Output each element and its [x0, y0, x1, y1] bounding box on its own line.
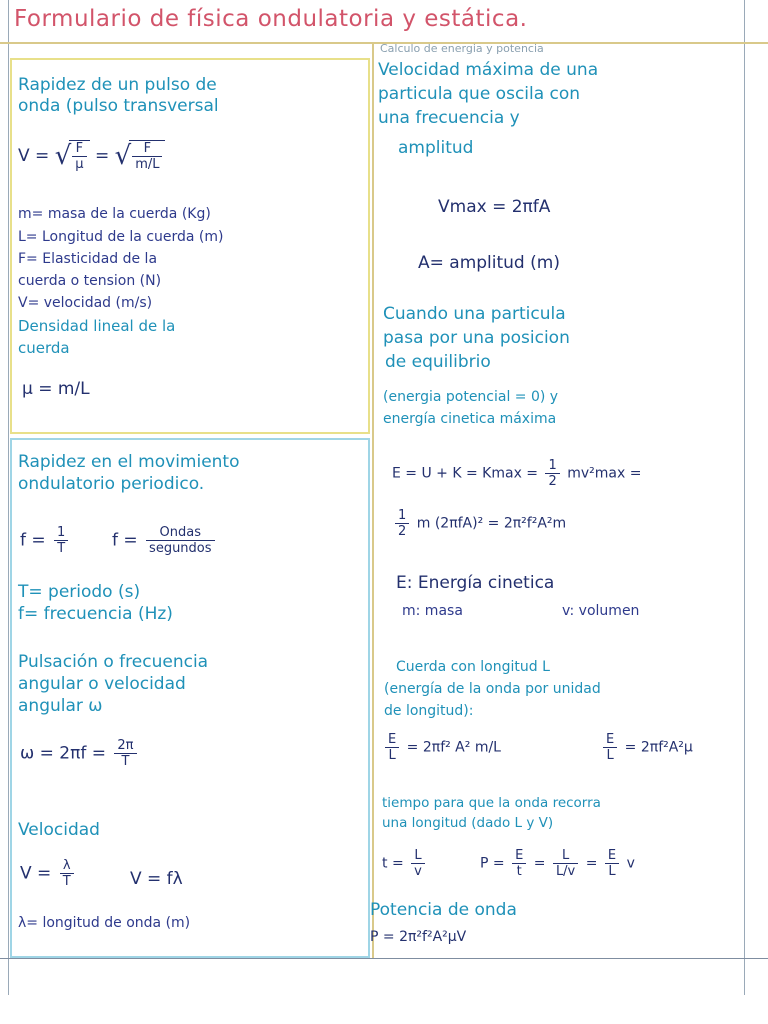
half-num: 1 — [545, 458, 559, 474]
density-equation: μ = m/L — [22, 379, 90, 399]
right-column-divider — [372, 44, 374, 958]
cuando-line2: pasa por una posicion — [383, 328, 570, 348]
t-num: L — [411, 848, 425, 864]
frequency-equation — [20, 525, 71, 556]
el2-den: L — [606, 748, 614, 763]
energy-per-length-equation-1 — [382, 732, 501, 763]
energy-equation-1 — [392, 458, 641, 489]
f-lhs: f = — [20, 530, 46, 551]
power-heading: Potencia de onda — [370, 900, 517, 920]
p-lhs: P = — [480, 855, 505, 872]
vmax-line4: amplitud — [398, 138, 474, 158]
p-eq2: = — [585, 855, 598, 872]
frequency-waves-equation — [112, 525, 218, 556]
energy-eq2-a: m (2πfA)² = 2π²f²A²m — [416, 515, 567, 532]
half-num-2: 1 — [395, 508, 409, 524]
cuerda-line1: Cuerda con longitud L — [396, 659, 550, 675]
pulse-speed-equation — [18, 140, 165, 172]
frac-f: F — [72, 141, 86, 157]
vmax-line3: una frecuencia y — [378, 108, 520, 128]
density-line1: Densidad lineal de la — [18, 317, 176, 335]
sqrt-f-over-ml: √ $\frac{F}{m/L}$ — [115, 140, 166, 172]
time-equation — [382, 848, 428, 879]
period-definition: T= periodo (s) — [18, 582, 141, 602]
p-f3-num: E — [605, 848, 619, 864]
energy-caption: Calculo de energia y potencia — [380, 42, 544, 55]
el2-num: E — [603, 732, 617, 748]
pulsation-line1: Pulsación o frecuencia — [18, 652, 209, 672]
page-title: Formulario de física ondulatoria y estática. — [14, 6, 528, 32]
t-den: v — [414, 864, 422, 879]
frac-f-2: F — [132, 141, 162, 157]
def-tension: cuerda o tension (N) — [18, 273, 162, 289]
volume-definition: v: volumen — [562, 603, 640, 619]
power-ratio-equation — [480, 848, 635, 879]
sqrt-f-over-mu: √ $\frac{F}{\mu}$ — [55, 140, 90, 172]
pulsation-line2: angular o velocidad — [18, 674, 186, 694]
t-lhs: t = — [382, 855, 404, 872]
p-f1-num: E — [512, 848, 526, 864]
def-mass: m= masa de la cuerda (Kg) — [18, 206, 211, 222]
el-num: E — [385, 732, 399, 748]
bottom-margin-line — [0, 958, 768, 959]
p-f2-den: L/v — [555, 864, 576, 879]
vmax-line2: particula que oscila con — [378, 84, 581, 104]
pulse-heading-line1: Rapidez de un pulso de — [18, 75, 217, 95]
periodic-heading-line1: Rapidez en el movimiento — [18, 452, 240, 472]
eq-v-label: V = — [18, 146, 50, 166]
velocity-heading: Velocidad — [18, 820, 100, 840]
f-num: 1 — [54, 525, 68, 541]
wavelength-definition: λ= longitud de onda (m) — [18, 915, 191, 931]
p-f1-den: t — [516, 864, 522, 879]
tiempo-line1: tiempo para que la onda recorra — [382, 795, 601, 811]
f2-lhs: f = — [112, 530, 138, 551]
pulsation-line3: angular ω — [18, 696, 103, 716]
frac-ml: m/L — [135, 157, 160, 172]
angular-frequency-equation — [20, 738, 140, 769]
frequency-definition: f= frecuencia (Hz) — [18, 604, 173, 624]
p-f2-num: L — [553, 848, 578, 864]
power-equation: P = 2π²f²A²μV — [370, 929, 467, 945]
amplitude-equation: A= amplitud (m) — [418, 253, 560, 273]
cuando-line5: energía cinetica máxima — [383, 411, 557, 427]
p-eq: = — [533, 855, 546, 872]
cuerda-line3: de longitud): — [384, 703, 474, 719]
energy-definition: E: Energía cinetica — [396, 573, 555, 593]
eq-equals: = — [94, 146, 110, 166]
def-velocity: V= velocidad (m/s) — [18, 295, 153, 311]
cuerda-line2: (energía de la onda por unidad — [384, 681, 601, 697]
f2-num: Ondas — [146, 525, 214, 541]
omega-num: 2π — [114, 738, 136, 754]
velocity-equation — [20, 858, 77, 889]
p-tail: v — [626, 855, 635, 872]
v-lhs: V = — [20, 863, 52, 884]
velocity-equation-2: V = fλ — [130, 869, 183, 889]
omega-lhs: ω = 2πf = — [20, 743, 106, 764]
cuando-line4: (energia potencial = 0) y — [383, 389, 559, 405]
el-den: L — [388, 748, 396, 763]
def-length: L= Longitud de la cuerda (m) — [18, 229, 224, 245]
energy-eq1-a: E = U + K = Kmax = — [392, 465, 539, 482]
energy-per-length-equation-2 — [600, 732, 693, 763]
el-eq2: = 2πf²A²μ — [624, 739, 693, 756]
pulse-heading-line2: onda (pulso transversal — [18, 96, 219, 116]
v-num: λ — [60, 858, 74, 874]
energy-eq1-b: mv²max = — [567, 465, 642, 482]
el-eq1: = 2πf² A² m/L — [406, 739, 501, 756]
half-den-2: 2 — [398, 524, 407, 539]
cuando-line1: Cuando una particula — [383, 304, 566, 324]
frac-mu: μ — [75, 157, 84, 172]
mass-definition: m: masa — [402, 603, 463, 619]
vmax-line1: Velocidad máxima de una — [378, 60, 599, 80]
tiempo-line2: una longitud (dado L y V) — [382, 815, 554, 831]
right-margin-line — [744, 0, 745, 995]
vmax-equation: Vmax = 2πfA — [438, 197, 551, 217]
left-margin-line — [8, 0, 9, 995]
v-den: T — [62, 874, 71, 889]
p-f3-den: L — [608, 864, 616, 879]
density-line2: cuerda — [18, 339, 70, 357]
half-den: 2 — [548, 474, 557, 489]
cuando-line3: de equilibrio — [385, 352, 491, 372]
periodic-heading-line2: ondulatorio periodico. — [18, 474, 205, 494]
omega-den: T — [121, 754, 130, 769]
f2-den: segundos — [149, 541, 212, 556]
energy-equation-2 — [392, 508, 566, 539]
def-elasticity: F= Elasticidad de la — [18, 251, 158, 267]
f-den: T — [57, 541, 66, 556]
